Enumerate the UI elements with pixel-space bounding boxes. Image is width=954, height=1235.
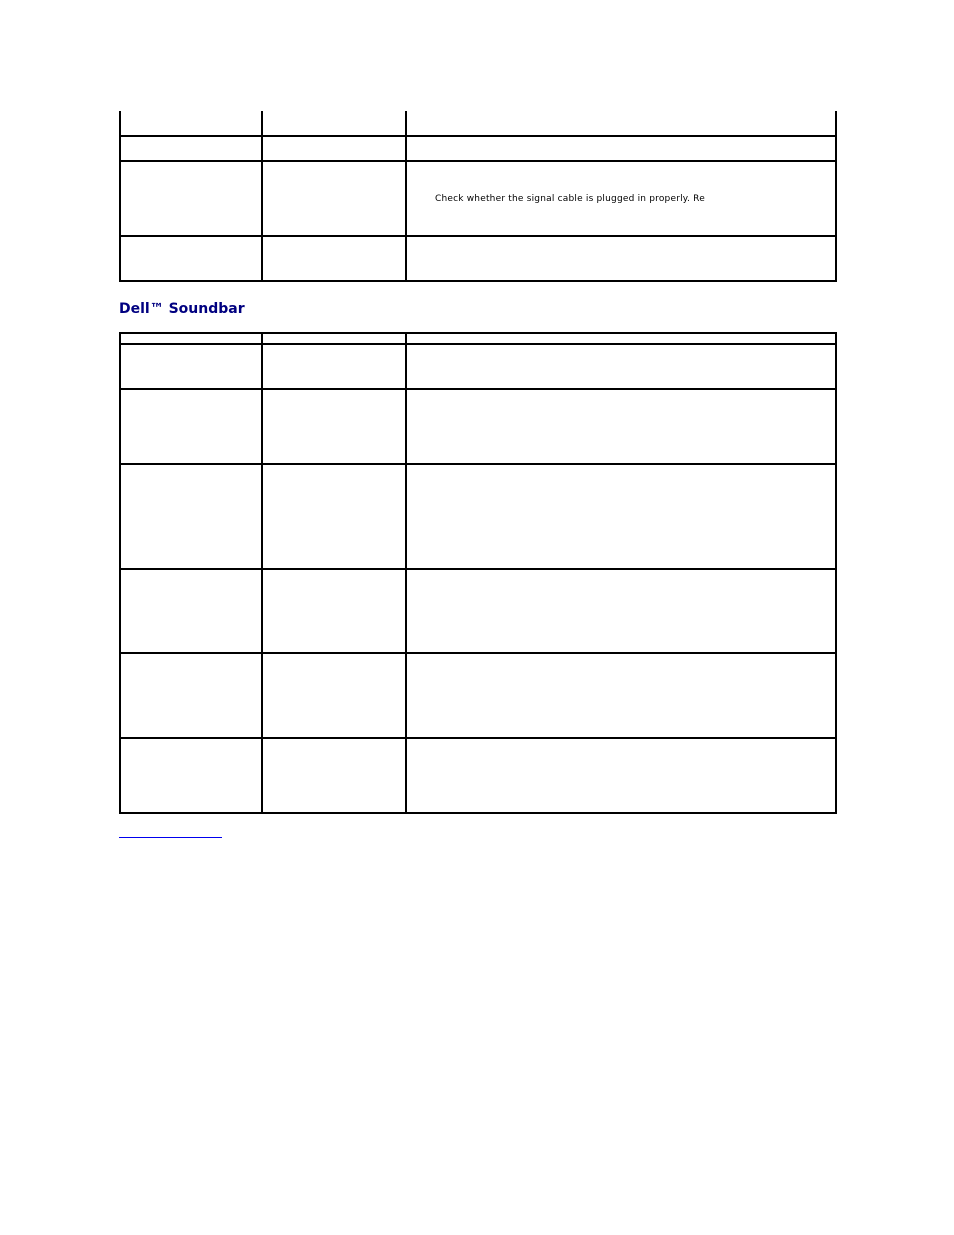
table-cell bbox=[406, 569, 836, 653]
table-cell bbox=[406, 136, 836, 161]
table-header-cell bbox=[406, 333, 836, 344]
table-cell bbox=[262, 161, 406, 236]
table-cell bbox=[406, 738, 836, 813]
table-header-row bbox=[120, 333, 836, 344]
table-cell bbox=[262, 111, 406, 136]
troubleshooting-table-top bbox=[119, 111, 837, 282]
table-cell bbox=[262, 464, 406, 569]
table-cell bbox=[120, 389, 262, 464]
table-cell bbox=[120, 344, 262, 389]
table-row bbox=[120, 111, 836, 136]
table-cell bbox=[406, 111, 836, 136]
table-cell bbox=[120, 236, 262, 281]
table-cell bbox=[406, 464, 836, 569]
table-row bbox=[120, 653, 836, 738]
table-cell bbox=[120, 136, 262, 161]
table-row bbox=[120, 236, 836, 281]
table-header-cell bbox=[120, 333, 262, 344]
back-to-contents-link[interactable] bbox=[119, 824, 222, 838]
table-cell bbox=[262, 653, 406, 738]
soundbar-troubleshooting-table bbox=[119, 332, 837, 814]
table-row bbox=[120, 389, 836, 464]
table-cell bbox=[406, 161, 836, 236]
table-cell bbox=[262, 569, 406, 653]
table-cell bbox=[120, 161, 262, 236]
table-cell bbox=[406, 236, 836, 281]
table-row bbox=[120, 344, 836, 389]
table-cell bbox=[120, 569, 262, 653]
table-row bbox=[120, 738, 836, 813]
solution-text: Check whether the signal cable is plugged in properly. Re bbox=[435, 193, 705, 204]
table-cell bbox=[406, 389, 836, 464]
table-cell bbox=[120, 738, 262, 813]
table-row bbox=[120, 569, 836, 653]
table-row bbox=[120, 161, 836, 236]
table-cell bbox=[262, 236, 406, 281]
table-cell bbox=[406, 653, 836, 738]
table-cell bbox=[262, 136, 406, 161]
table-row bbox=[120, 464, 836, 569]
table-row bbox=[120, 136, 836, 161]
table-cell bbox=[120, 464, 262, 569]
table-cell bbox=[262, 738, 406, 813]
table-cell bbox=[120, 653, 262, 738]
table-cell bbox=[406, 344, 836, 389]
table-cell bbox=[262, 389, 406, 464]
table-header-cell bbox=[262, 333, 406, 344]
table-cell bbox=[120, 111, 262, 136]
table-cell bbox=[262, 344, 406, 389]
soundbar-section-title: Dell™ Soundbar bbox=[119, 301, 245, 317]
